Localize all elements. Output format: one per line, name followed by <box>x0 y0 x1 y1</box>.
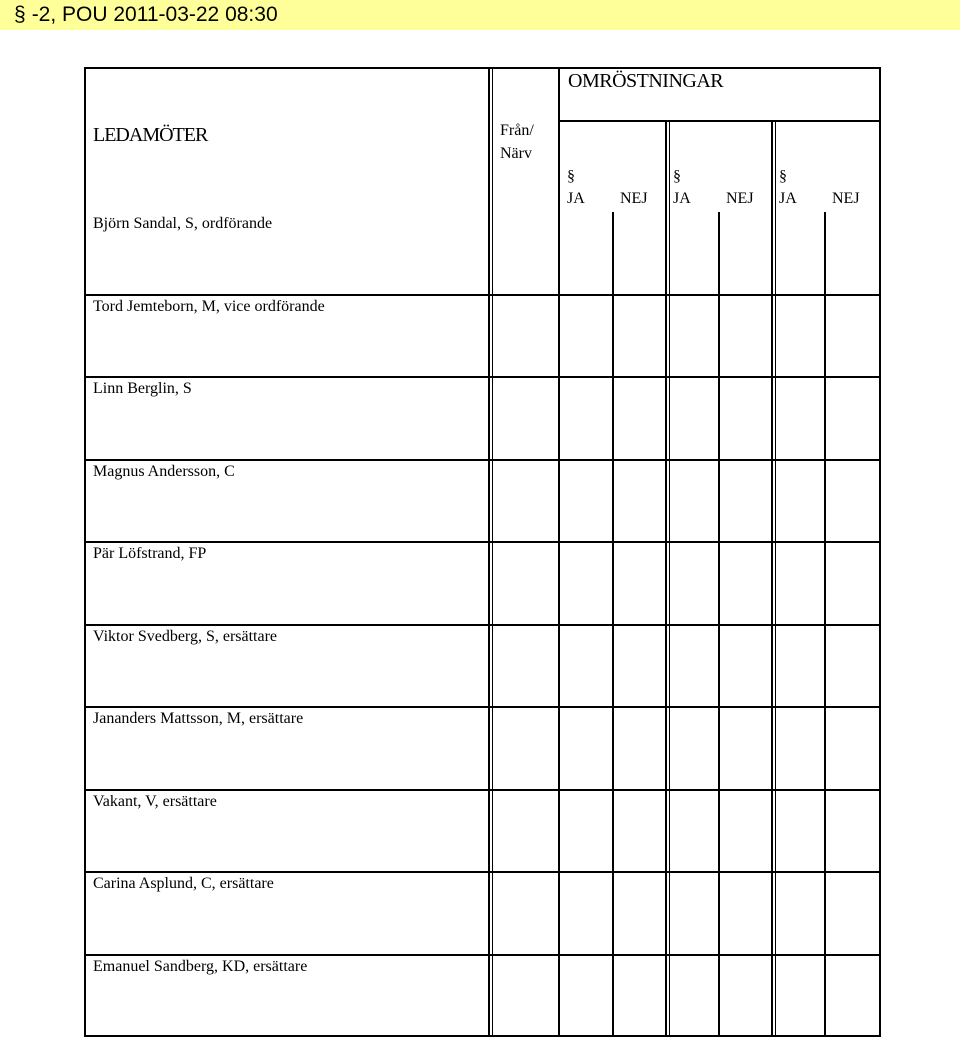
presence-heading-line2: Närv <box>500 145 532 162</box>
vote-group-divider <box>665 120 667 1037</box>
row-divider <box>84 706 881 708</box>
vote-group-2-no: NEJ <box>726 190 754 207</box>
table-border-left <box>84 67 86 1037</box>
member-name: Emanuel Sandberg, KD, ersättare <box>93 958 308 975</box>
member-name: Tord Jemteborn, M, vice ordförande <box>93 298 325 315</box>
presence-divider <box>558 67 560 1037</box>
vote-group-1-yes: JA <box>567 190 585 207</box>
members-divider-b <box>492 67 493 1037</box>
row-divider <box>84 954 881 956</box>
votes-heading: OMRÖSTNINGAR <box>568 70 724 92</box>
row-divider <box>84 294 881 296</box>
votes-heading-underline <box>558 120 881 122</box>
vote-group-3-symbol: § <box>779 168 787 185</box>
page-header <box>0 0 960 30</box>
vote-group-3-no: NEJ <box>832 190 860 207</box>
member-name: Linn Berglin, S <box>93 380 192 397</box>
member-name: Viktor Svedberg, S, ersättare <box>93 628 278 645</box>
row-divider <box>84 459 881 461</box>
member-name: Vakant, V, ersättare <box>93 793 217 810</box>
table-border-right <box>879 67 881 1037</box>
vote-group-divider <box>775 120 776 1037</box>
table-border-top <box>84 67 881 69</box>
row-divider <box>84 789 881 791</box>
member-name: Jananders Mattsson, M, ersättare <box>93 710 304 727</box>
member-name: Magnus Andersson, C <box>93 463 235 480</box>
section-symbol: § <box>14 3 26 26</box>
vote-group-divider <box>669 120 670 1037</box>
vote-group-3-yes: JA <box>779 190 797 207</box>
row-divider <box>84 541 881 543</box>
row-divider <box>84 871 881 873</box>
vote-group-1-symbol: § <box>567 168 575 185</box>
vote-group-2-symbol: § <box>673 168 681 185</box>
table-border-bottom <box>84 1035 881 1037</box>
header-text: -2, POU 2011-03-22 08:30 <box>31 3 278 26</box>
vote-group-1-no: NEJ <box>620 190 648 207</box>
vote-group-divider <box>771 120 773 1037</box>
member-name: Björn Sandal, S, ordförande <box>93 215 273 232</box>
members-heading: LEDAMÖTER <box>93 124 208 146</box>
vote-group-2-yes: JA <box>673 190 691 207</box>
members-divider-a <box>488 67 490 1037</box>
row-divider <box>84 624 881 626</box>
member-name: Pär Löfstrand, FP <box>93 545 207 562</box>
presence-heading-line1: Från/ <box>500 122 534 139</box>
member-name: Carina Asplund, C, ersättare <box>93 875 274 892</box>
row-divider <box>84 376 881 378</box>
